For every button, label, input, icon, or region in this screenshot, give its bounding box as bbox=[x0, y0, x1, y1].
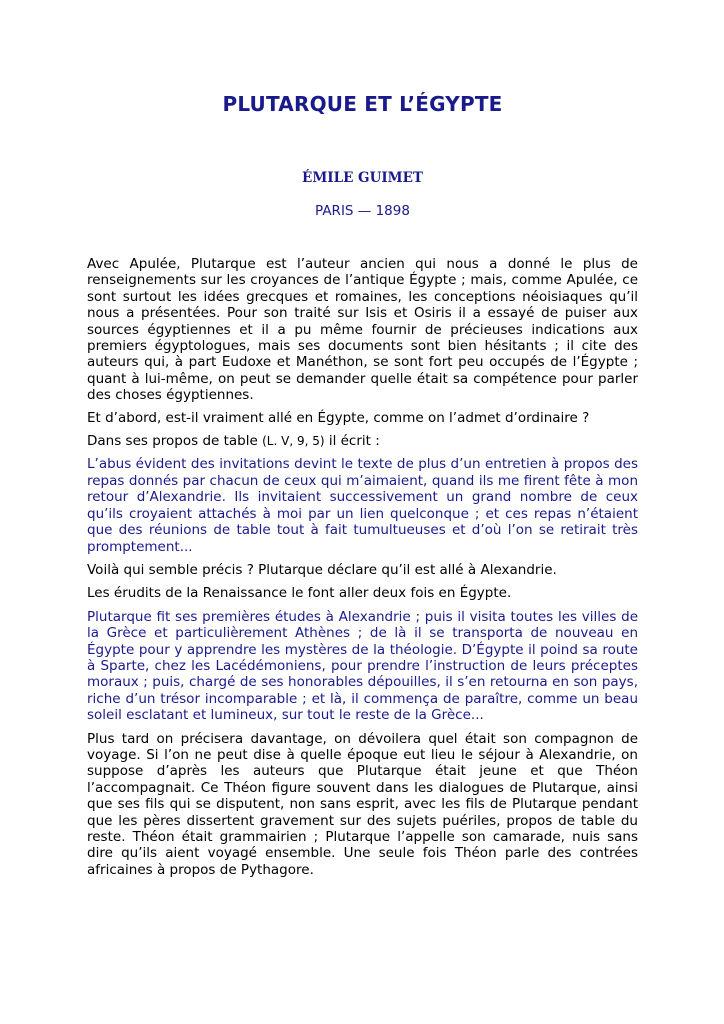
paragraph-renaissance: Les érudits de la Renaissance le font aller deux fois en Égypte. bbox=[87, 585, 512, 602]
paragraph-question: Et d’abord, est-il vraiment allé en Égypte, comme on l’admet d’ordinaire ? bbox=[87, 409, 590, 426]
place-date: PARIS — 1898 bbox=[315, 203, 410, 219]
blockquote-travels: Plutarque fit ses premières études à Alexandrie ; puis il visita toutes les villes de la Grèce et particulièrement Athènes ; de là il se transporta de nouveau en Égypte pour y apprendre les mystères de la théologie. D’Égypte il poind sa route à Sparte, chez les Lacédémoniens, pour prendre l’instruction de leurs préceptes moraux ; puis, chargé de ses honorables dépouilles, il s’en retourna en son pays, riche d’un trésor incomparable ; et là, il commença de paraître, comme un beau soleil esclatant et lumineux, sur tout le reste de la Grèce... bbox=[87, 608, 638, 724]
paragraph-text: il écrit : bbox=[324, 433, 380, 450]
document-body bbox=[87, 256, 638, 885]
paragraph-precise: Voilà qui semble précis ? Plutarque déclare qu’il est allé à Alexandrie. bbox=[87, 561, 557, 578]
paragraph-text: Dans ses propos de table bbox=[87, 433, 263, 450]
blockquote-alexandria: L’abus évident des invitations devint le texte de plus d’un entretien à propos des repas donnés par chacun de ceux qui m’aimaient, quand ils me firent fête à mon retour d’Alexandrie. Ils invitaient successivement un grand nombre de ceux qu’ils croyaient attachés à moi par un lien quelconque ; et ces repas n’étaient que des réunions de table tout à fait tumultueuses et d’où l’on se retirait très promptement... bbox=[87, 456, 638, 555]
reference-citation: (L. V, 9, 5) bbox=[262, 434, 325, 449]
paragraph-intro: Avec Apulée, Plutarque est l’auteur ancien qui nous a donné le plus de renseignements sur les croyances de l’antique Égypte ; mais, comme Apulée, ce sont surtout les idées grecques et romaines, les conceptions néoisiaques qu’il nous a présentées. Pour son traité sur Isis et Osiris il a essayé de puiser aux sources égyptiennes et il a pu même fournir de précieuses indications aux premiers égyptologues, mais ses documents sont bien hésitants ; il cite des auteurs qui, à part Eudoxe et Manéthon, se sont fort peu occupés de l’Égypte ; quant à lui-même, on peut se demander quelle était sa compétence pour parler des choses égyptiennes. bbox=[87, 256, 638, 404]
author-name: ÉMILE GUIMET bbox=[302, 170, 423, 186]
document-title: PLUTARQUE ET L’ÉGYPTE bbox=[222, 92, 503, 116]
paragraph-table-talk bbox=[87, 433, 638, 449]
paragraph-theon: Plus tard on précisera davantage, on dévoilera quel était son compagnon de voyage. Si l’on ne peut dise à quelle époque eut lieu le séjour à Alexandrie, on suppose d’après les auteurs que Plutarque était jeune et que Théon l’accompagnait. Ce Théon figure souvent dans les dialogues de Plutarque, ainsi que ses fils qui se disputent, non sans esprit, avec les fils de Plutarque pendant que les pères dissertent gravement sur des sujets puériles, propos de table du reste. Théon était grammairien ; Plutarque l’appelle son camarade, nuis sans dire qu’ils aient voyagé ensemble. Une seule fois Théon parle des contrées africaines à propos de Pythagore. bbox=[87, 730, 638, 878]
